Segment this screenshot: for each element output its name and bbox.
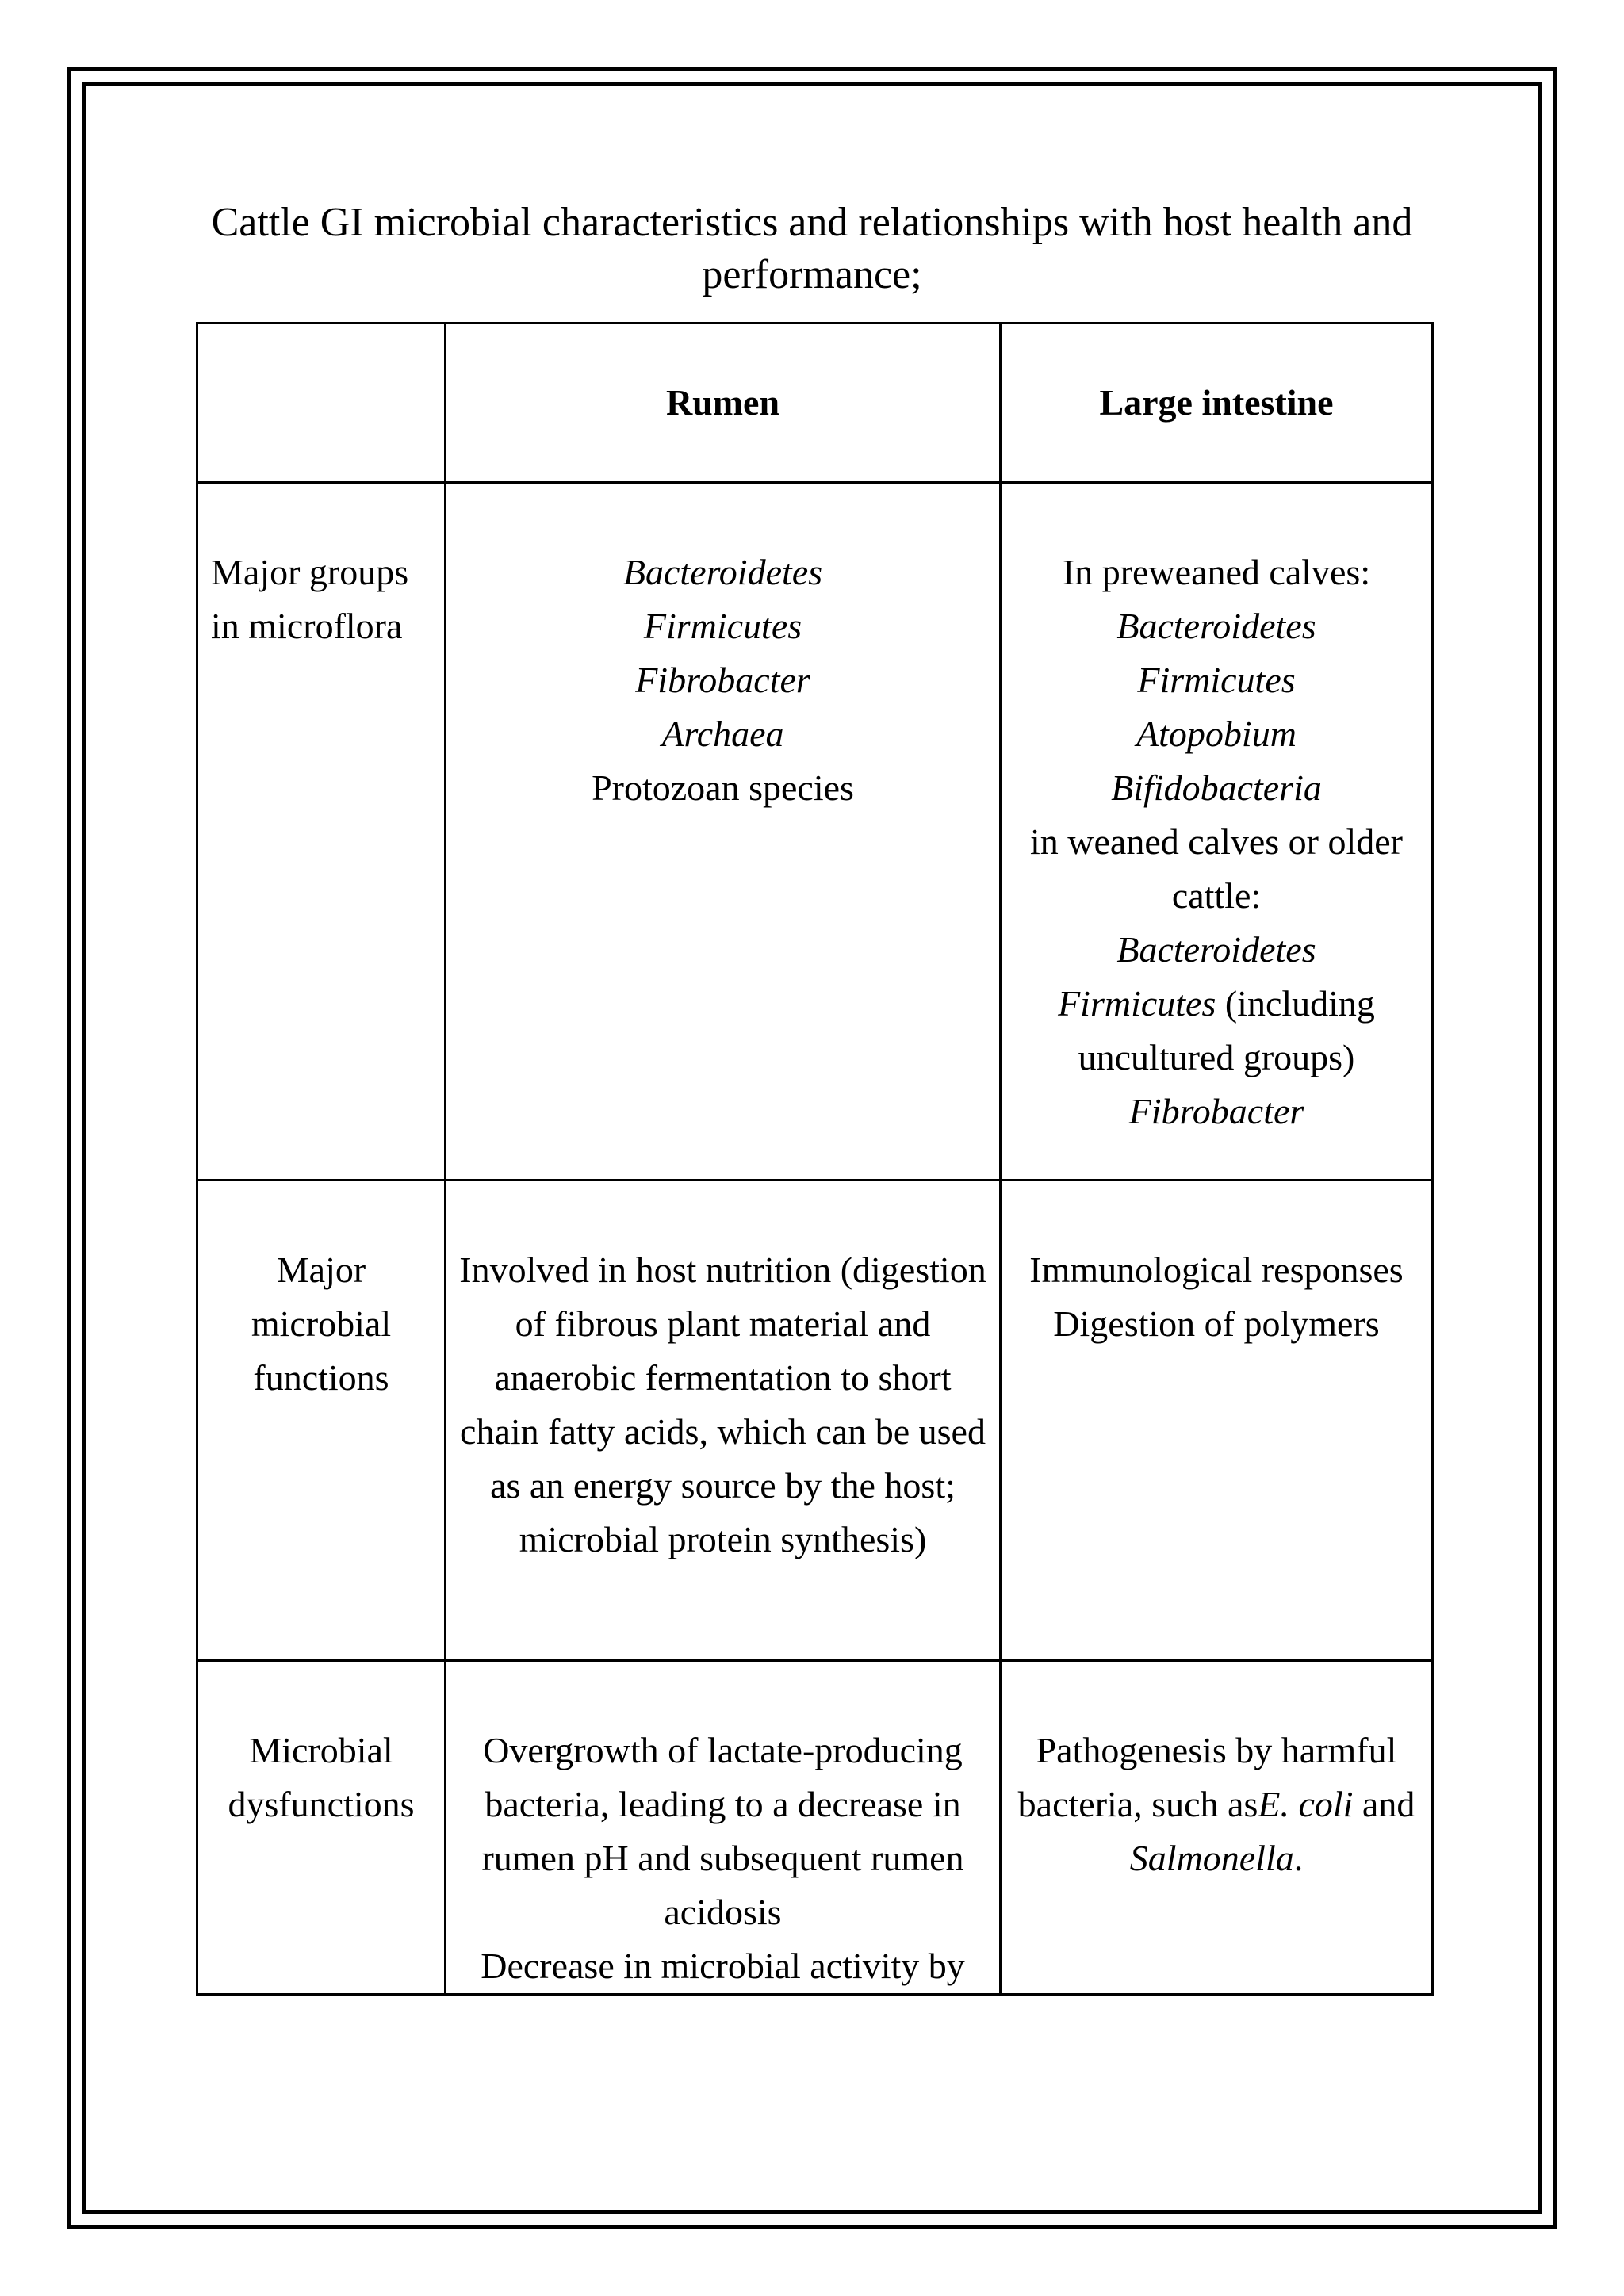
- list-item: [1013, 977, 1420, 1085]
- table-row: [197, 483, 1433, 1181]
- header-empty-cell: [197, 323, 446, 483]
- salmonella-text: Salmonella: [1129, 1838, 1294, 1878]
- cell-large-intestine-groups: [1001, 483, 1433, 1181]
- firmicutes-text: Firmicutes: [1058, 983, 1216, 1024]
- cell-large-intestine-dysfunctions: [1001, 1661, 1433, 1995]
- list-item: Decrease in microbial activity by: [481, 1946, 965, 1986]
- table-title: Cattle GI microbial characteristics and relationships with host health and performance;: [211, 200, 1413, 297]
- and-text: and: [1353, 1784, 1415, 1824]
- table-row: [197, 1661, 1433, 1995]
- header-rumen: Rumen: [446, 323, 1001, 483]
- cell-large-intestine-functions: [1001, 1181, 1433, 1661]
- weaned-heading: in weaned calves or older cattle:: [1029, 821, 1404, 916]
- list-item: Archaea: [661, 714, 784, 754]
- table-row: [197, 1181, 1433, 1661]
- microbial-table: [196, 322, 1434, 1996]
- list-item: Digestion of polymers: [1053, 1303, 1380, 1344]
- list-item: Immunological responses: [1029, 1249, 1404, 1290]
- row-label-major-groups: Major groups in microflora: [197, 483, 446, 1181]
- ecoli-text: E. coli: [1258, 1784, 1354, 1824]
- cell-rumen-functions: Involved in host nutrition (digestion of fibrous plant material and anaerobic fermentation to short chain fatty acids, which can be used as an energy source by the host; microbial protein synthesis): [446, 1181, 1001, 1661]
- cell-rumen-dysfunctions: [446, 1661, 1001, 1995]
- table-header-row: [197, 323, 1433, 483]
- cell-rumen-groups: [446, 483, 1001, 1181]
- pathogenesis-text: Pathogenesis by harmful bacteria, such as: [1017, 1730, 1397, 1824]
- header-large-intestine: Large intestine: [1001, 323, 1433, 483]
- list-item: Atopobium: [1136, 714, 1297, 754]
- row-label-dysfunctions: Microbial dysfunctions: [197, 1661, 446, 1995]
- including-text: (including uncultured groups): [1078, 983, 1375, 1077]
- list-item: Overgrowth of lactate-producing bacteria, leading to a decrease in rumen pH and subsequent rumen acidosis: [481, 1730, 964, 1932]
- list-item: Bifidobacteria: [1111, 767, 1322, 808]
- preweaned-heading: In preweaned calves:: [1062, 552, 1371, 592]
- list-item: Bacteroidetes: [1116, 929, 1316, 970]
- list-item: Firmicutes: [643, 606, 802, 646]
- list-item: Fibrobacter: [635, 660, 810, 700]
- list-item: Bacteroidetes: [1116, 606, 1316, 646]
- list-item: Fibrobacter: [1128, 1091, 1304, 1131]
- row-label-functions: Major microbial functions: [197, 1181, 446, 1661]
- list-item: Bacteroidetes: [622, 552, 823, 592]
- list-item: Protozoan species: [592, 767, 854, 808]
- period-text: .: [1293, 1838, 1304, 1878]
- list-item: Firmicutes: [1137, 660, 1296, 700]
